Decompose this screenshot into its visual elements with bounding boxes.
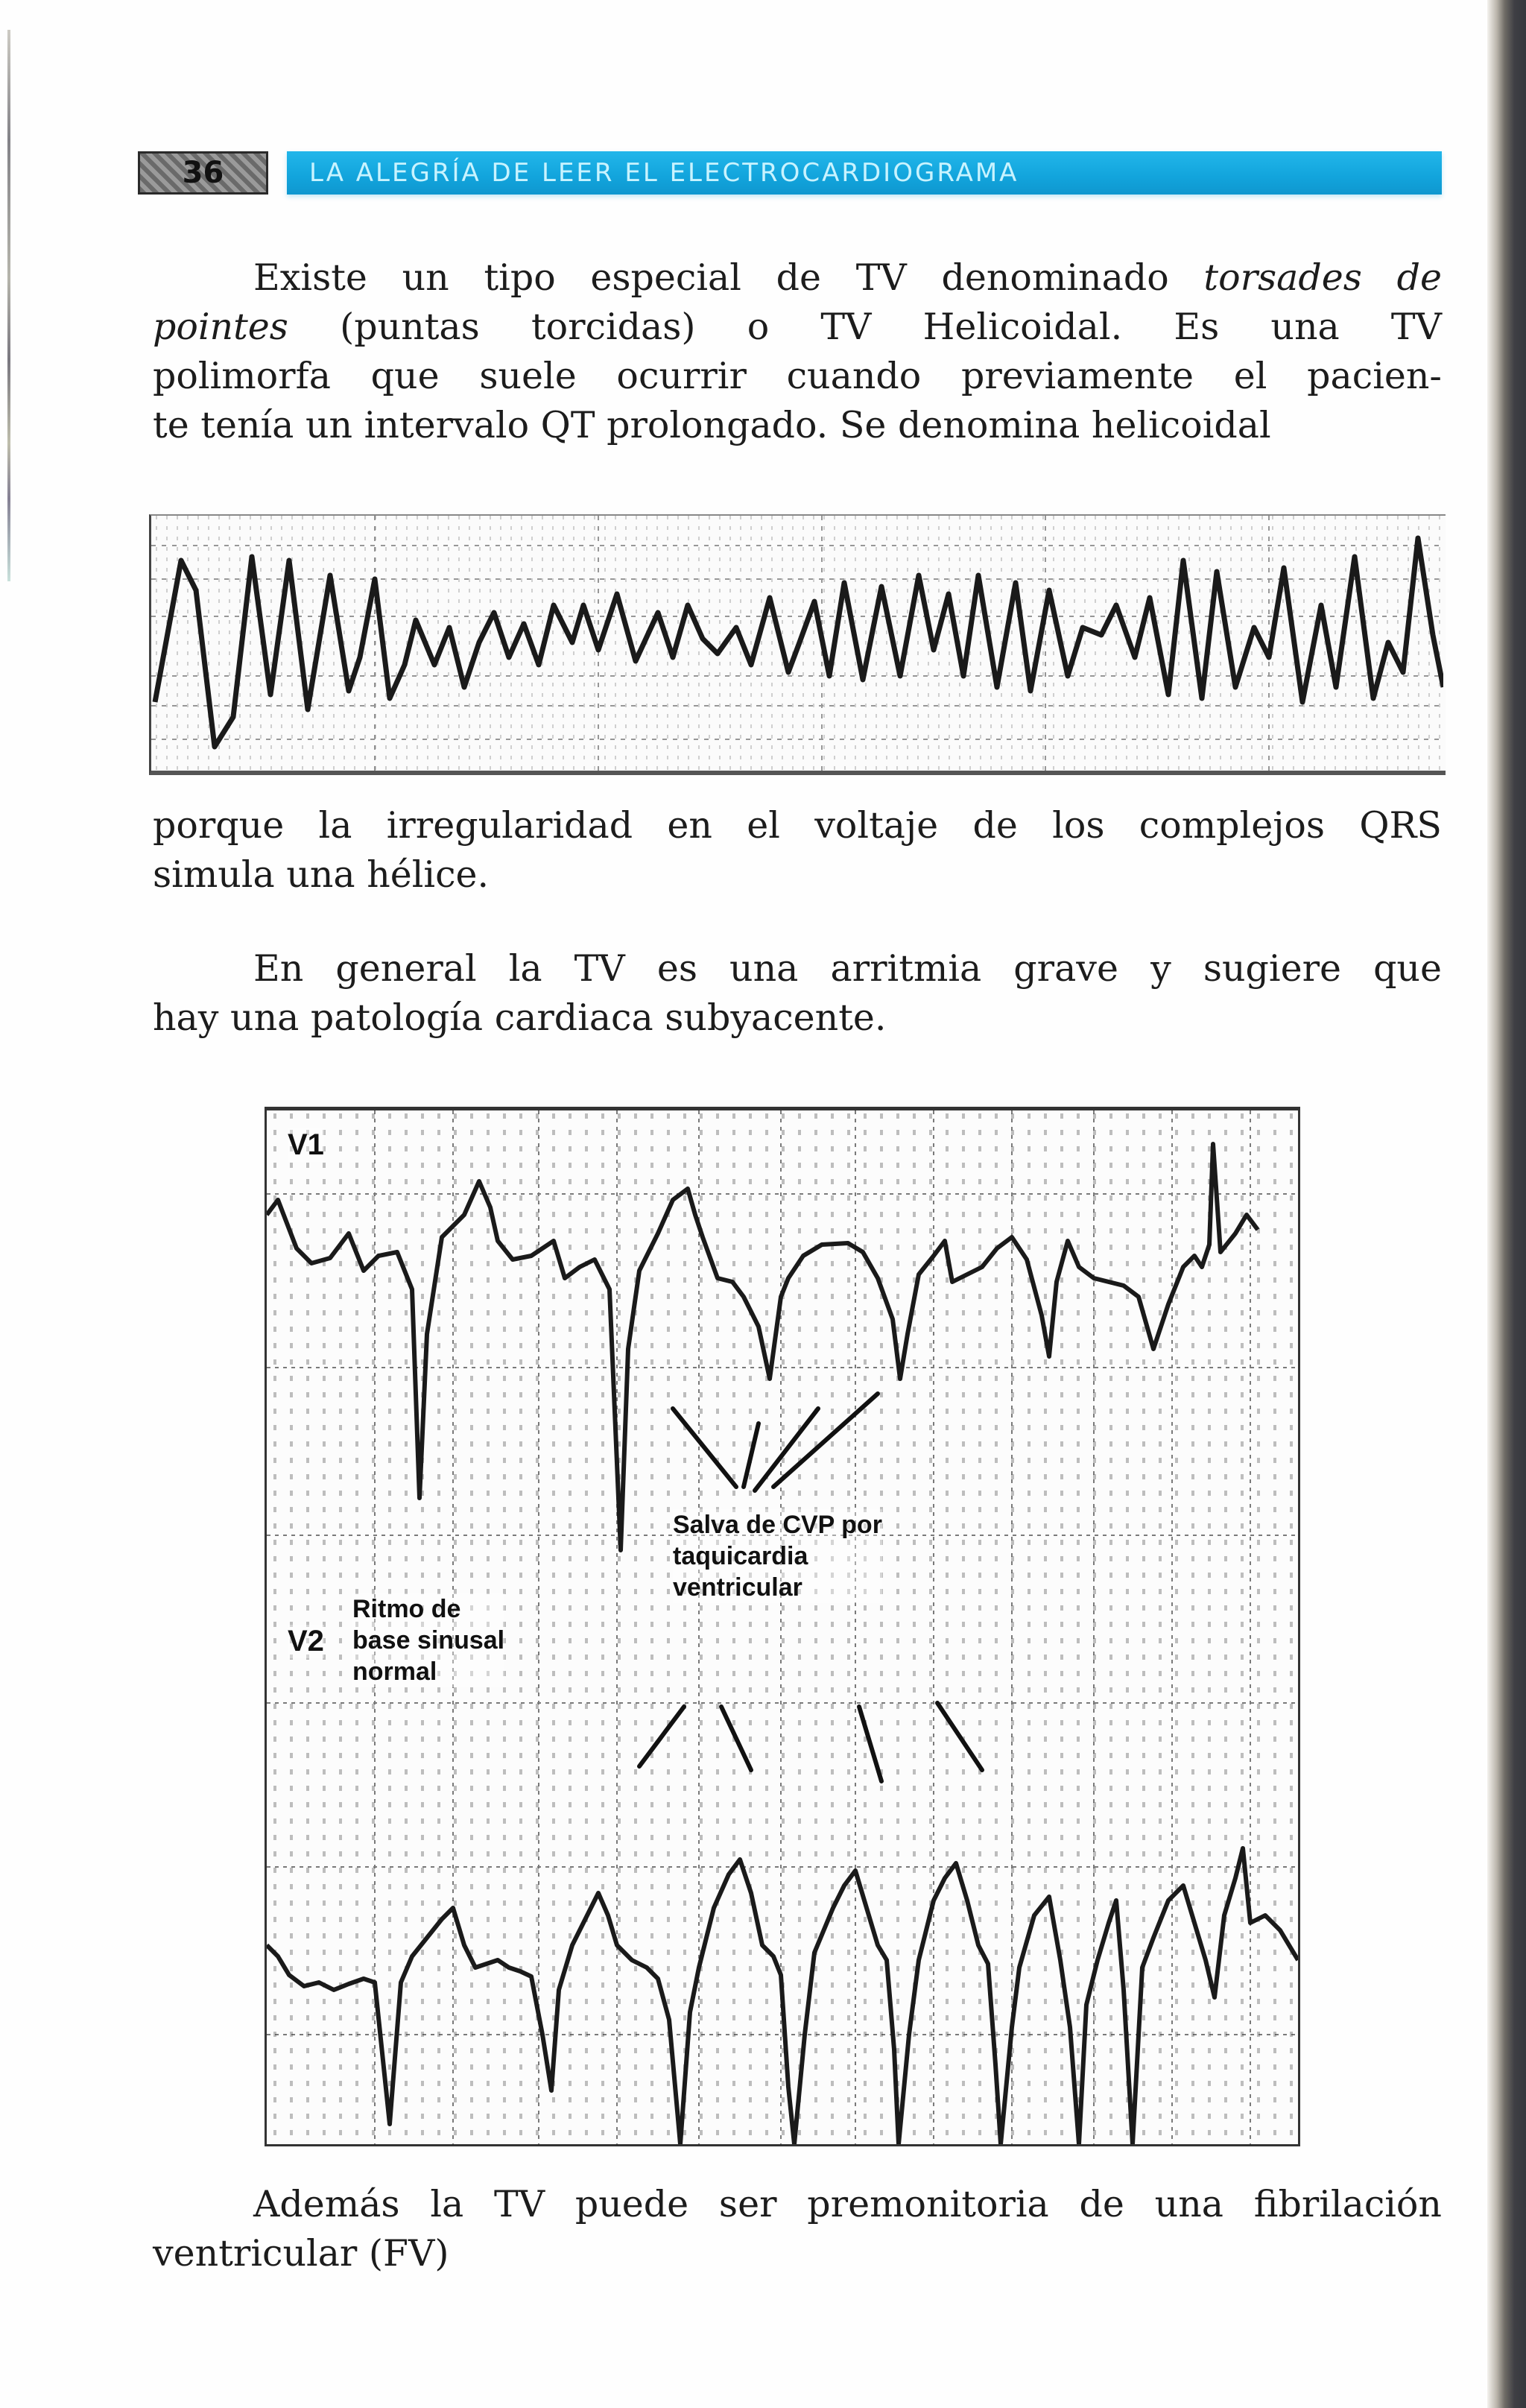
- annotation-sinus-rhythm: [352, 1593, 504, 1687]
- running-title: LA ALEGRÍA DE LEER EL ELECTROCARDIOGRAMA: [309, 158, 1019, 188]
- running-header-bar: [287, 151, 1442, 195]
- paragraph-fv: [153, 2180, 1442, 2278]
- text-line: te tenía un intervalo QT prolongado. Se denomina helicoidal: [153, 404, 1271, 446]
- text-line: ventricular (FV): [153, 2232, 449, 2275]
- text-line: hay una patología cardiaca subyacente.: [153, 996, 887, 1039]
- annotation-line: Ritmo de: [352, 1595, 461, 1623]
- scan-left-edge: [7, 30, 10, 581]
- annotation-line: Salva de CVP por: [673, 1511, 882, 1539]
- text-line: Existe un tipo especial de TV denominado torsades de: [253, 256, 1442, 299]
- italic-term: torsades de: [1203, 256, 1442, 299]
- text-line: pointes (puntas torcidas) o TV Helicoidal. Es una TV: [153, 306, 1442, 348]
- lead-label-v2: V2: [288, 1625, 324, 1658]
- torsades-ecg-strip: [149, 514, 1446, 775]
- ecg-trace-torsades: [151, 516, 1443, 771]
- paragraph-torsades: [153, 253, 1442, 450]
- vt-salvo-ecg-figure: [265, 1107, 1300, 2146]
- book-spine-edge: [1487, 0, 1526, 2408]
- italic-term: pointes: [153, 306, 288, 348]
- annotation-line: ventricular: [673, 1573, 802, 1602]
- text-line: Además la TV puede ser premonitoria de una fibrilación: [253, 2183, 1442, 2225]
- annotation-line: taquicardia: [673, 1542, 808, 1570]
- text-line: simula una hélice.: [153, 853, 490, 896]
- annotation-line: base sinusal: [352, 1626, 505, 1655]
- text-line: polimorfa que suele ocurrir cuando previamente el pacien-: [153, 355, 1442, 397]
- page-number: 36: [138, 151, 268, 195]
- paragraph-helix: [153, 801, 1442, 900]
- annotation-line: normal: [352, 1658, 437, 1686]
- lead-label-v1: V1: [288, 1128, 324, 1161]
- annotation-vt-salvo: [673, 1509, 882, 1603]
- text-line: En general la TV es una arritmia grave y sugiere que: [253, 947, 1442, 990]
- paragraph-severity: [153, 944, 1442, 1043]
- text-line: porque la irregularidad en el voltaje de los complejos QRS: [153, 804, 1442, 847]
